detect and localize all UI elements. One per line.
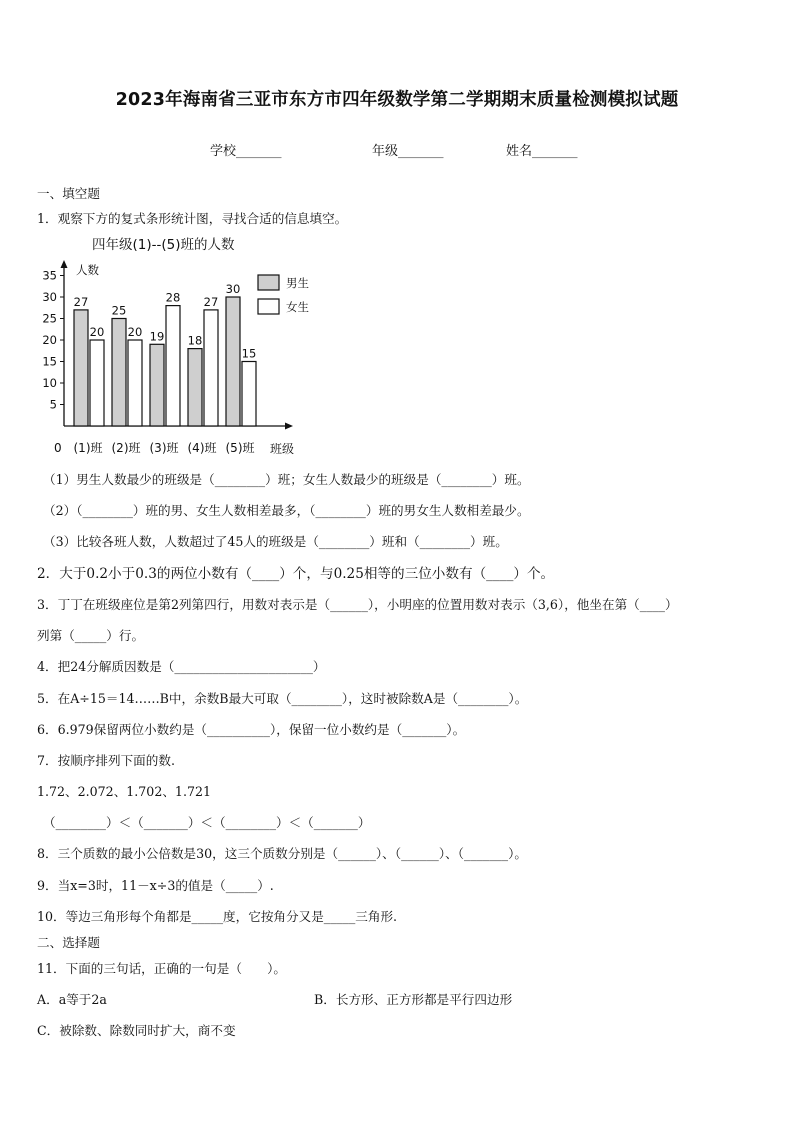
- y-tick-label: 15: [42, 354, 57, 369]
- bar-boys: [188, 349, 202, 426]
- y-tick-label: 20: [42, 333, 57, 347]
- bar-value-label: 20: [127, 325, 143, 339]
- bar-boys: [226, 297, 240, 426]
- bar-value-label: 25: [111, 303, 127, 318]
- school-field: 学校_______: [210, 144, 282, 159]
- question-3: 3．丁丁在班级座位是第2列第四行，用数对表示是（______），小明座的位置用数对表示（3,6），他坐在第（____）: [37, 597, 678, 612]
- y-axis-arrow-icon: [61, 260, 68, 268]
- page-title: 2023年海南省三亚市东方市四年级数学第二学期期末质量检测模拟试题: [115, 90, 679, 110]
- y-tick-label: 5: [49, 397, 57, 412]
- y-tick-label: 30: [42, 290, 57, 304]
- y-tick-label: 25: [42, 311, 57, 326]
- bar-girls: [166, 306, 180, 426]
- grade-field: 年级_______: [372, 144, 444, 159]
- question-1: 1．观察下方的复式条形统计图，寻找合适的信息填空。: [37, 211, 348, 226]
- question-7-blanks: （________）＜（_______）＜（________）＜（_______）: [43, 815, 371, 830]
- bar-value-label: 27: [203, 294, 219, 309]
- bar-value-label: 19: [149, 329, 165, 344]
- bar-chart: [34, 230, 334, 462]
- origin-label: 0: [54, 441, 62, 455]
- question-9: 9．当x=3时，11－x÷3的值是（_____）.: [37, 878, 274, 893]
- bar-boys: [74, 310, 88, 426]
- question-10: 10．等边三角形每个角都是_____度，它按角分又是_____三角形.: [37, 909, 398, 924]
- chart-title: 四年级(1)--(5)班的人数: [92, 237, 235, 253]
- legend-label: 女生: [286, 300, 309, 314]
- question-6: 6．6.979保留两位小数约是（__________），保留一位小数约是（_______）。: [37, 722, 466, 737]
- category-label: (4)班: [187, 441, 217, 455]
- legend-swatch: [258, 275, 279, 290]
- bar-girls: [204, 310, 218, 426]
- y-tick-label: 10: [42, 376, 57, 390]
- bar-boys: [112, 319, 126, 427]
- bar-value-label: 20: [89, 325, 105, 339]
- legend-label: 男生: [286, 276, 309, 290]
- legend-swatch: [258, 299, 279, 314]
- x-axis-arrow-icon: [285, 423, 293, 430]
- question-2: 2．大于0.2小于0.3的两位小数有（____）个，与0.25相等的三位小数有（____）个。: [37, 566, 555, 582]
- y-axis-label: 人数: [76, 263, 99, 277]
- question-7: 7．按顺序排列下面的数.: [37, 753, 175, 768]
- bar-value-label: 15: [241, 346, 257, 361]
- question-11-option-a: A．a等于2a: [37, 992, 107, 1007]
- question-1-2: （2）（________）班的男、女生人数相差最多，（________）班的男女生人数相差最少。: [43, 503, 530, 518]
- category-label: (1)班: [73, 441, 103, 455]
- bar-girls: [242, 362, 256, 427]
- category-label: (3)班: [149, 441, 179, 455]
- category-label: (5)班: [225, 441, 255, 455]
- section-fill-heading: 一、填空题: [37, 186, 100, 201]
- question-11-option-c: C．被除数、除数同时扩大，商不变: [37, 1023, 236, 1038]
- question-5: 5．在A÷15＝14……B中，余数B最大可取（________），这时被除数A是（________）。: [37, 691, 528, 706]
- bar-boys: [150, 344, 164, 426]
- question-7-numbers: 1.72、2.072、1.702、1.721: [37, 784, 211, 799]
- bar-value-label: 18: [187, 333, 203, 348]
- x-axis-label: 班级: [270, 442, 295, 456]
- question-8: 8．三个质数的最小公倍数是30，这三个质数分别是（______）、（______）、（_______）。: [37, 846, 527, 861]
- section-choice-heading: 二、选择题: [37, 935, 100, 950]
- category-label: (2)班: [111, 441, 141, 455]
- bar-value-label: 28: [165, 290, 181, 305]
- bar-girls: [90, 340, 104, 426]
- bar-value-label: 27: [73, 294, 89, 309]
- question-4: 4．把24分解质因数是（______________________）: [37, 659, 326, 674]
- question-11: 11．下面的三句话，正确的一句是（ ）。: [37, 961, 287, 976]
- name-field: 姓名_______: [506, 144, 578, 159]
- bar-girls: [128, 340, 142, 426]
- bar-value-label: 30: [225, 282, 241, 296]
- y-tick-label: 35: [42, 268, 57, 283]
- question-1-1: （1）男生人数最少的班级是（________）班；女生人数最少的班级是（________）班。: [43, 472, 530, 487]
- question-11-option-b: B．长方形、正方形都是平行四边形: [314, 992, 513, 1007]
- question-1-3: （3）比较各班人数，人数超过了45人的班级是（________）班和（________）班。: [43, 534, 508, 549]
- question-3-continued: 列第（_____）行。: [37, 628, 145, 643]
